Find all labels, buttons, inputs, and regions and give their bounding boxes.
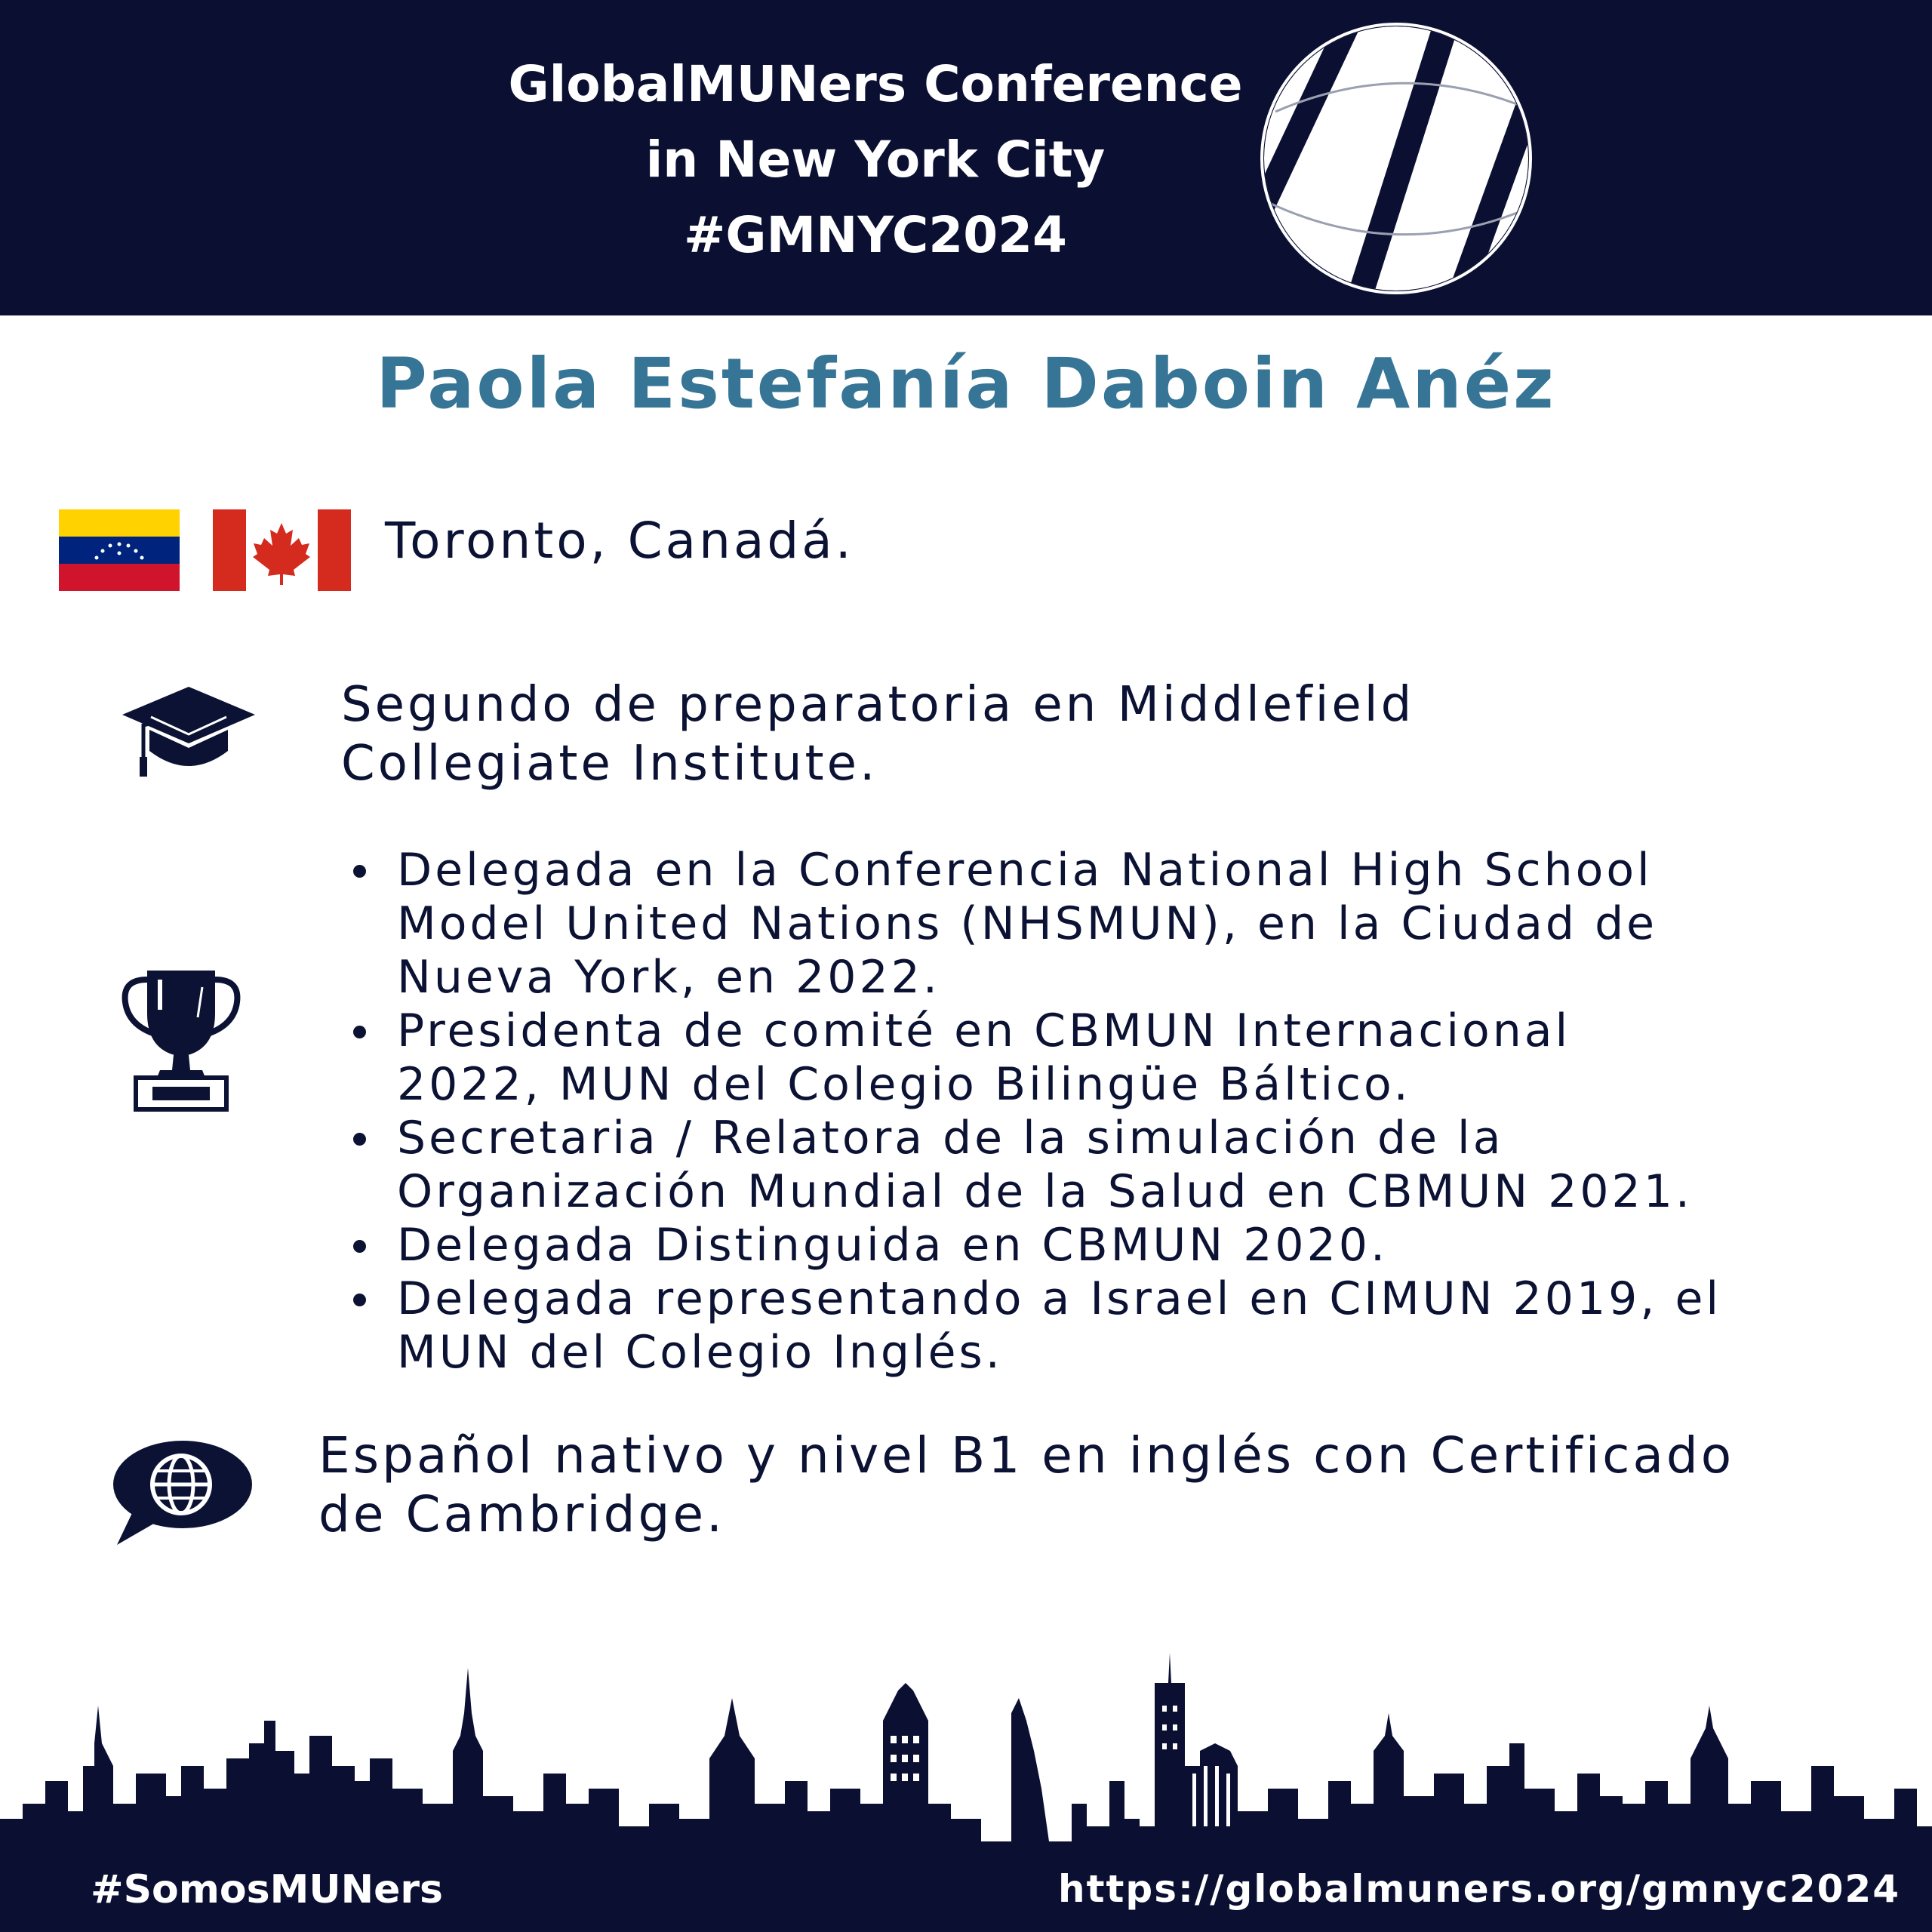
list-item-line: Nueva York, en 2022. (397, 951, 940, 1004)
list-item (341, 1219, 1850, 1272)
list-item-line: 2022, MUN del Colegio Bilingüe Báltico. (397, 1058, 1411, 1111)
canada-flag-icon (213, 509, 351, 591)
list-item-line: Organización Mundial de la Salud en CBMUN 2021. (397, 1165, 1693, 1218)
languages-line-2: de Cambridge. (318, 1485, 726, 1543)
header-banner (0, 0, 1932, 315)
footer-hashtag: #SomosMUNers (91, 1867, 443, 1912)
graduation-cap-icon (121, 683, 257, 781)
venezuela-flag-icon (59, 509, 180, 591)
education-line-2: Collegiate Institute. (341, 736, 878, 792)
conference-title-line-2: in New York City (645, 131, 1106, 189)
list-item-line: Delegada representando a Israel en CIMUN 2019, el (397, 1272, 1722, 1325)
list-item (341, 1112, 1850, 1219)
globalmuners-m-logo-icon (1245, 14, 1547, 300)
list-item-line: Secretaria / Relatora de la simulación de la (397, 1112, 1504, 1164)
list-item-line: Delegada Distinguida en CBMUN 2020. (397, 1219, 1389, 1272)
footer-url[interactable]: https://globalmuners.org/gmnyc2024 (1058, 1867, 1900, 1911)
conference-title (423, 47, 1328, 273)
speech-bubble-globe-icon (109, 1438, 253, 1547)
list-item (341, 1272, 1850, 1380)
delegate-name: Paola Estefanía Daboin Anéz (376, 343, 1556, 424)
list-item-line: Delegada en la Conferencia National High School (397, 844, 1653, 897)
trophy-icon (121, 964, 242, 1112)
list-item-line: MUN del Colegio Inglés. (397, 1326, 1003, 1379)
list-item (341, 1004, 1850, 1112)
achievements-list (341, 844, 1850, 1380)
languages-line-1: Español nativo y nivel B1 en inglés con Certificado (318, 1426, 1735, 1484)
education-line-1: Segundo de preparatoria en Middlefield (341, 677, 1415, 733)
conference-title-line-3: #GMNYC2024 (684, 206, 1067, 264)
education-text (341, 675, 1850, 793)
languages-text (318, 1426, 1903, 1544)
list-item (341, 844, 1850, 1004)
location-text: Toronto, Canadá. (385, 512, 854, 570)
list-item-line: Presidenta de comité en CBMUN Internacional (397, 1004, 1571, 1057)
list-item-line: Model United Nations (NHSMUN), en la Ciudad de (397, 897, 1658, 950)
conference-title-line-1: GlobalMUNers Conference (508, 55, 1243, 113)
new-york-skyline-icon (0, 1653, 1932, 1887)
